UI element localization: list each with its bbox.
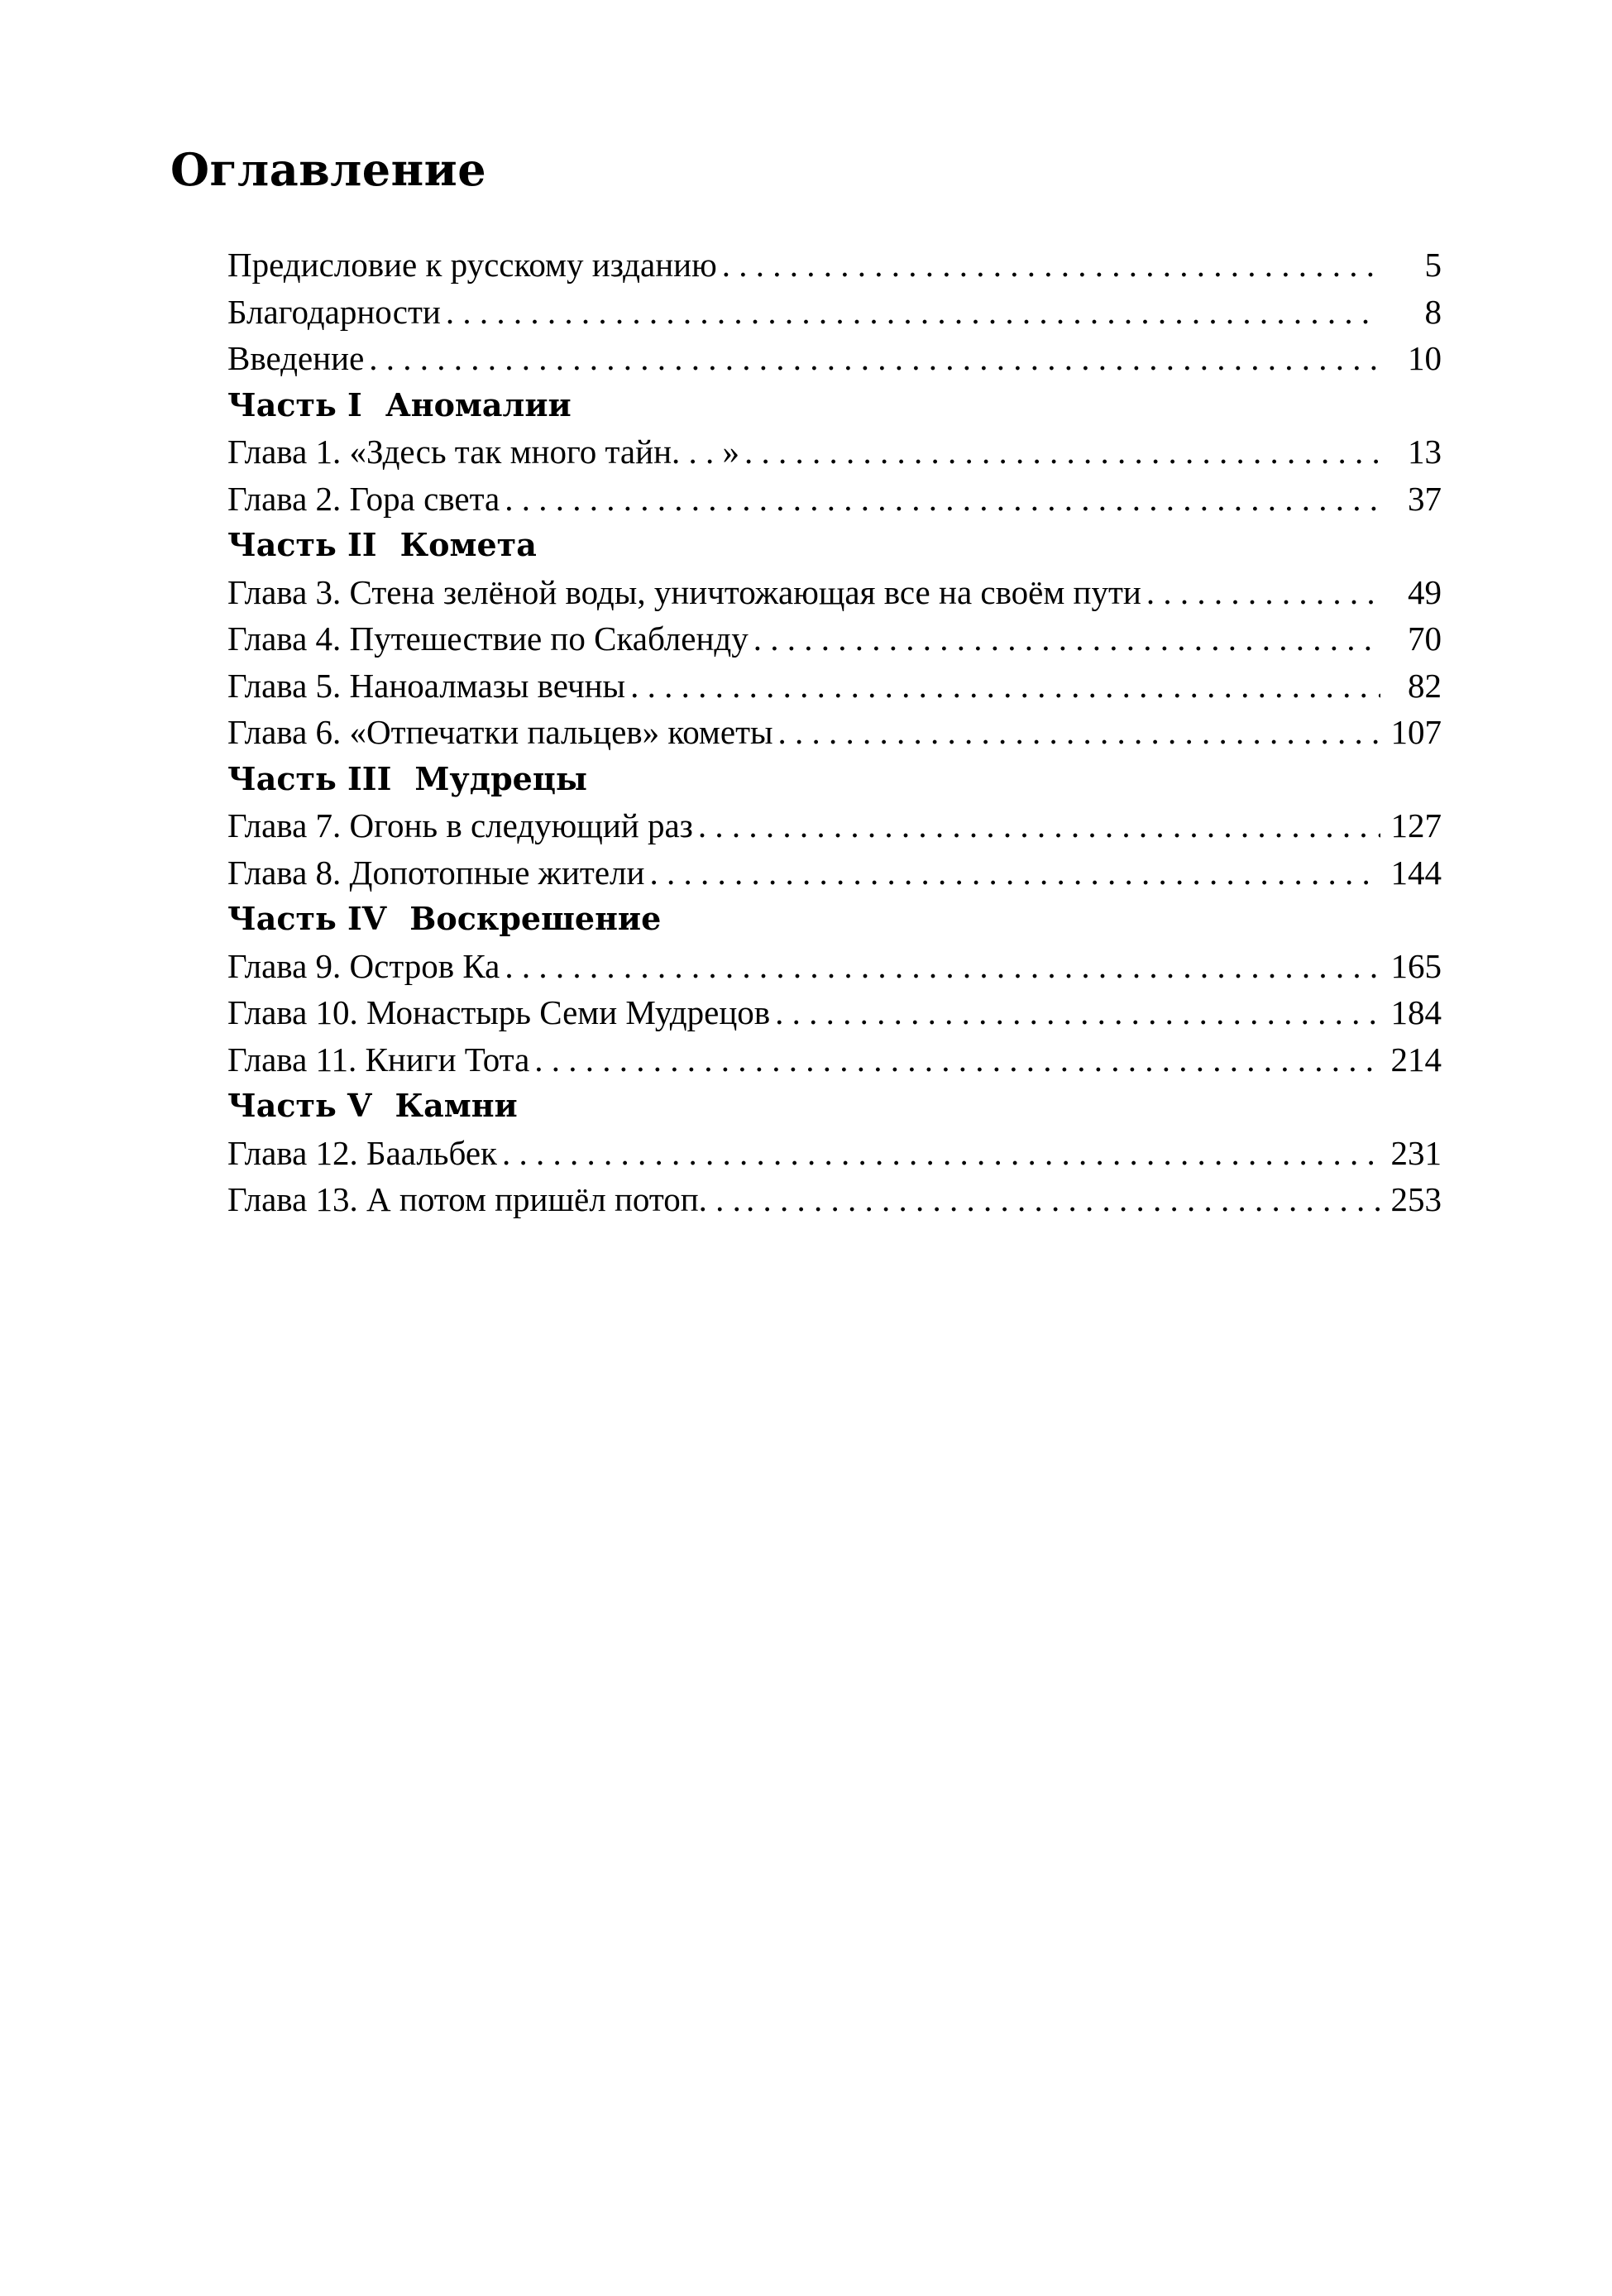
toc-entry[interactable] (227, 849, 1442, 897)
dot-leader (698, 802, 1380, 849)
toc-entry-label: Глава 5. Наноалмазы вечны (227, 666, 626, 705)
toc-entry[interactable] (227, 1176, 1442, 1223)
toc-entry-label: Глава 3. Стена зелёной воды, уничтожающая все на своём пути (227, 572, 1141, 611)
toc-entry-label: Глава 2. Гора света (227, 479, 500, 518)
part-number: Часть I (227, 385, 362, 423)
part-heading (227, 1083, 1442, 1130)
dot-leader (505, 476, 1380, 523)
toc-entry[interactable] (227, 476, 1442, 523)
toc-entry-label: Глава 4. Путешествие по Скабленду (227, 619, 749, 658)
dot-leader (502, 1130, 1380, 1177)
dot-leader (778, 709, 1380, 756)
toc-entry-page: 107 (1390, 713, 1442, 751)
toc-entry-label: Предисловие к русскому изданию (227, 246, 717, 284)
dot-leader (505, 943, 1380, 990)
part-number: Часть II (227, 526, 377, 563)
toc-entry-label: Глава 10. Монастырь Семи Мудрецов (227, 993, 771, 1031)
part-name: Мудрецы (414, 759, 587, 797)
toc-entry-label: Введение (227, 339, 365, 377)
toc-entry-page: 214 (1390, 1040, 1442, 1079)
toc-entry-page: 253 (1390, 1180, 1442, 1218)
dot-leader (630, 662, 1380, 710)
part-heading (227, 896, 1442, 943)
toc-entry-page: 8 (1424, 292, 1442, 331)
toc-entry[interactable] (227, 289, 1442, 336)
part-heading (227, 382, 1442, 429)
toc-entry-label: Глава 6. «Отпечатки пальцев» кометы (227, 713, 773, 751)
dot-leader (746, 1176, 1380, 1223)
toc-entry-page: 144 (1390, 853, 1442, 892)
toc-entry[interactable] (227, 569, 1442, 616)
toc-entry[interactable] (227, 943, 1442, 990)
part-number: Часть III (227, 759, 392, 797)
dot-leader (649, 849, 1380, 897)
toc-entry[interactable] (227, 428, 1442, 476)
toc-entry[interactable] (227, 1130, 1442, 1177)
toc-entry-page: 165 (1390, 946, 1442, 985)
dot-leader (722, 242, 1380, 289)
toc-entry-page: 184 (1390, 993, 1442, 1031)
part-number: Часть V (227, 1087, 372, 1124)
dot-leader (775, 989, 1380, 1036)
toc-entry-label: Глава 12. Баальбек (227, 1133, 497, 1172)
toc-entry-label: Глава 11. Книги Тота (227, 1040, 530, 1079)
toc-entry-page: 127 (1390, 806, 1442, 844)
dot-leader (744, 428, 1380, 476)
toc-entry-label: Благодарности (227, 292, 441, 331)
page-title: Оглавление (170, 143, 487, 196)
toc-entry[interactable] (227, 662, 1442, 710)
toc-entry-label: Глава 7. Огонь в следующий раз (227, 806, 693, 844)
part-name: Комета (399, 526, 537, 563)
dot-leader (534, 1036, 1380, 1083)
toc-entry-page: 82 (1408, 666, 1442, 705)
toc-entry-page: 5 (1424, 246, 1442, 284)
toc-entry[interactable] (227, 615, 1442, 662)
toc-entry-page: 231 (1390, 1133, 1442, 1172)
toc-entry-label: Глава 8. Допотопные жители (227, 853, 645, 892)
part-number: Часть IV (227, 900, 387, 937)
toc-entry-page: 37 (1408, 479, 1442, 518)
toc-entry[interactable] (227, 709, 1442, 756)
toc-entry[interactable] (227, 1036, 1442, 1083)
dot-leader (1146, 569, 1380, 616)
toc-entry-page: 10 (1408, 339, 1442, 377)
part-name: Аномалии (385, 385, 572, 423)
toc-entry-page: 70 (1408, 619, 1442, 658)
toc-entry-label: Глава 9. Остров Ка (227, 946, 500, 985)
dot-leader (369, 335, 1380, 382)
dot-leader (753, 615, 1380, 662)
toc-entry[interactable] (227, 242, 1442, 289)
part-name: Воскрешение (409, 900, 662, 937)
toc-entry[interactable] (227, 335, 1442, 382)
part-heading (227, 756, 1442, 803)
toc-entry-page: 13 (1408, 433, 1442, 471)
toc-entry[interactable] (227, 989, 1442, 1036)
toc-entry-label: Глава 13. А потом пришёл потоп. . . (227, 1180, 741, 1218)
toc-entry-label: Глава 1. «Здесь так много тайн. . . » (227, 433, 740, 471)
part-name: Камни (395, 1087, 518, 1124)
dot-leader (446, 289, 1380, 336)
table-of-contents (227, 242, 1442, 1223)
toc-entry[interactable] (227, 802, 1442, 849)
part-heading (227, 522, 1442, 569)
toc-entry-page: 49 (1408, 572, 1442, 611)
